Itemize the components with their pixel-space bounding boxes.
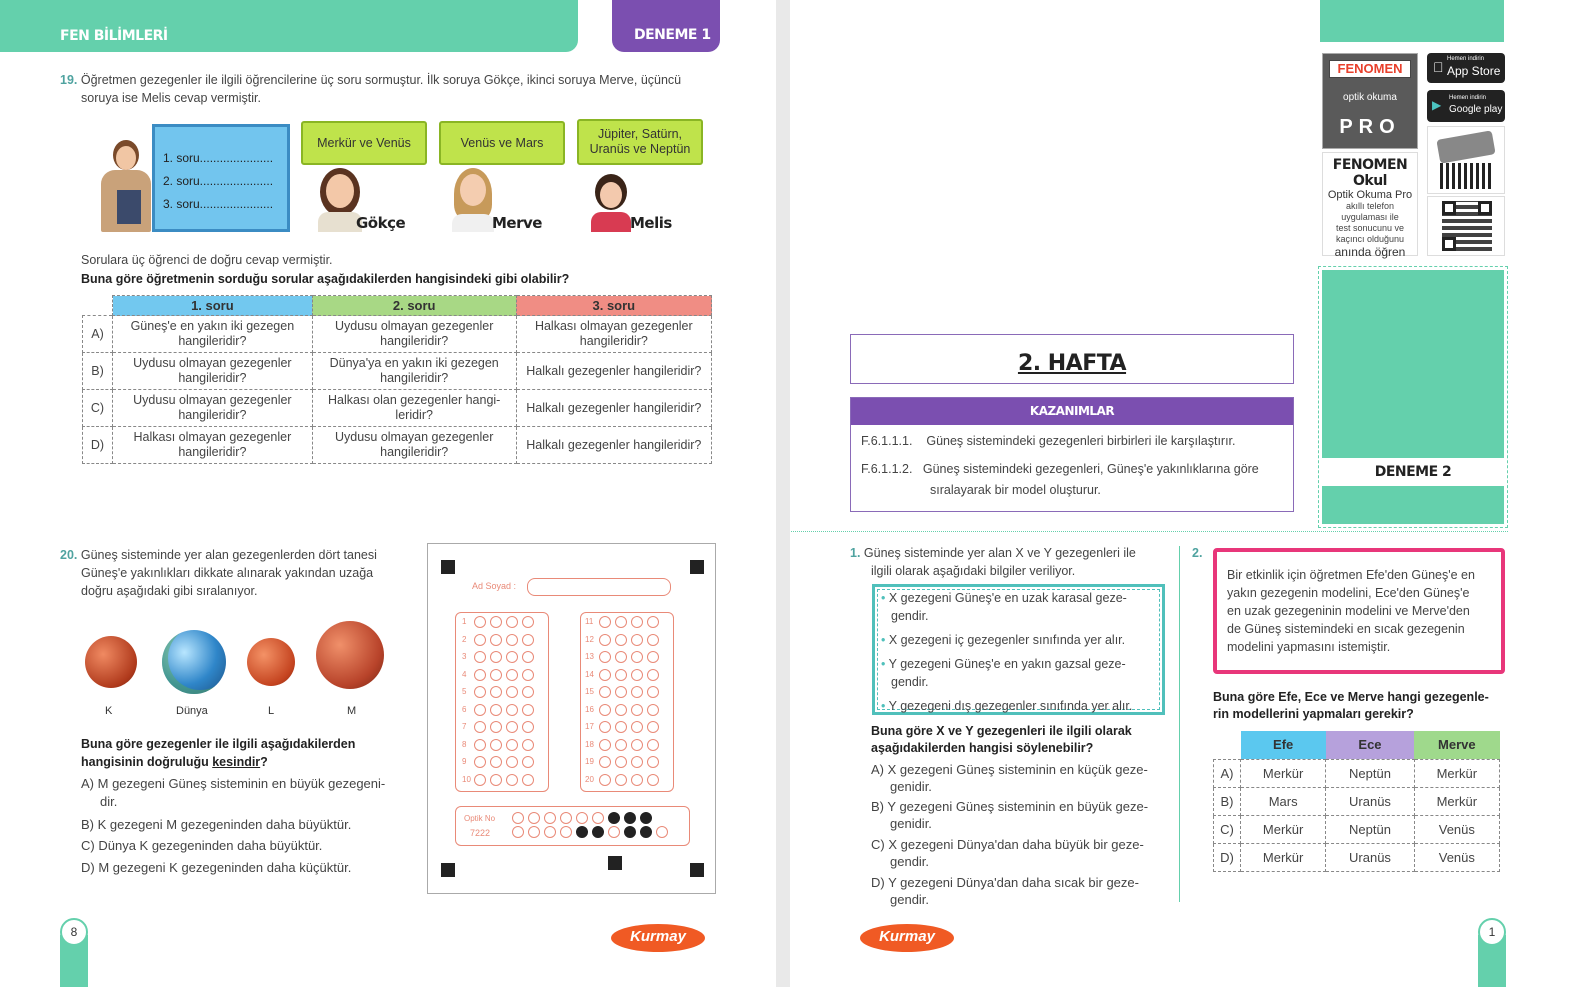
sheet-name-field [527, 578, 671, 596]
q20-option-b [81, 816, 351, 834]
option-label: D) [1214, 843, 1241, 871]
table-cell: Uydusu olmayan gezegenler hangileridir? [312, 427, 516, 464]
q1-facts-box [872, 584, 1165, 715]
q1-line1: Güneş sisteminde yer alan X ve Y gezegenleri ile [863, 546, 1136, 560]
q19-line2: soruya ise Melis cevap vermiştir. [81, 91, 261, 105]
deneme-panel [1318, 266, 1508, 528]
sheet-name-label: Ad Soyad : [472, 581, 517, 591]
option-text-cont: gendir. [890, 892, 930, 907]
option-label: D) [871, 875, 885, 890]
fenomen-desc-4: kaçıncı olduğunu [1335, 234, 1405, 244]
kazanim-box [850, 397, 1294, 512]
option-text: M gezegeni Güneş sisteminin en büyük gezegeni- [97, 776, 386, 791]
fact-text: X gezegeni iç gezegenler sınıfında yer alır. [888, 633, 1126, 647]
q2-number: 2. [1192, 546, 1203, 560]
q19-options-table [82, 295, 712, 464]
kazanim-title: KAZANIMLAR [1029, 404, 1115, 418]
option-text-cont: genidir. [890, 816, 932, 831]
page-number: 1 [1478, 918, 1506, 946]
q2-header-merve: Merve [1414, 731, 1499, 759]
planet-l-label: L [268, 705, 275, 717]
option-label: C) [81, 838, 95, 853]
q1-fact-4: • Y gezegeni dış gezegenler sınıfında yer alır. [881, 699, 1133, 713]
column-divider [1179, 546, 1180, 902]
q19-header-1: 1. soru [113, 296, 313, 316]
option-label: B) [1214, 787, 1241, 815]
teacher-figure [95, 140, 157, 232]
page-number: 8 [60, 918, 88, 946]
q20-option-a [81, 775, 385, 811]
deneme-2-label [1322, 458, 1504, 484]
fenomen-desc-1: akıllı telefon [1345, 201, 1395, 211]
board-line-1: 1. soru...................... [163, 151, 274, 165]
option-label: B) [871, 799, 884, 814]
sheet-answers-right: 11 12 13 14 15 16 17 18 19 20 [580, 612, 674, 792]
q1-text [850, 544, 1170, 580]
table-cell: Uydusu olmayan gezegenler hangileridir? [113, 353, 313, 390]
option-label: C) [871, 837, 885, 852]
q19-header-2: 2. soru [312, 296, 516, 316]
planet-k-icon [85, 636, 137, 688]
q1-option-b [871, 798, 1148, 832]
q2-box-line1: Bir etkinlik için öğretmen Efe'den Güneş'e en [1227, 568, 1475, 582]
q1-line2: ilgili olarak aşağıdaki bilgiler veriliyor. [871, 564, 1076, 578]
app-store-button[interactable] [1427, 53, 1505, 83]
q20-question-emphasis: kesindir [212, 755, 261, 769]
q20-question-line2a: hangisinin doğruluğu [81, 755, 213, 769]
table-cell: Halkalı gezegenler hangileridir? [516, 390, 711, 427]
right-page [790, 0, 1586, 987]
fenomen-title: FENOMEN Okul [1332, 157, 1408, 189]
board-lines [163, 147, 273, 216]
kazanim-2 [861, 459, 1259, 501]
q2-header-ece: Ece [1326, 731, 1414, 759]
fenomen-last: anında öğren [1334, 245, 1406, 259]
planet-earth-icon [162, 630, 226, 694]
table-cell: Halkalı gezegenler hangileridir? [516, 427, 711, 464]
deneme-tab-label: DENEME 1 [634, 27, 711, 43]
option-label: A) [83, 316, 113, 353]
q1-option-c [871, 836, 1144, 870]
play-icon: ▶ [1432, 98, 1442, 112]
google-play-label: Google play [1449, 104, 1503, 115]
kazanim-1 [861, 432, 1236, 450]
corner-mark [690, 863, 704, 877]
table-cell: Merkür [1414, 759, 1499, 787]
section-divider [790, 531, 1508, 532]
table-cell: Halkası olan gezegenler hangi-leridir? [312, 390, 516, 427]
board-line-2: 2. soru...................... [163, 174, 274, 188]
fenomen-title2: Optik Okuma Pro [1327, 189, 1413, 201]
optik-no-bubbles [512, 811, 672, 839]
q1-fact-3: • Y gezegeni Güneş'e en yakın gazsal geze- gendir. [881, 657, 1126, 689]
q19-header-3: 3. soru [516, 296, 711, 316]
option-label: A) [871, 762, 884, 777]
optik-no-value: 7222 [470, 828, 491, 838]
option-text: Y gezegeni Dünya'dan daha sıcak bir geze- [888, 875, 1139, 890]
option-label: C) [83, 390, 113, 427]
optical-answer-sheet [427, 543, 716, 894]
q19-text [60, 71, 730, 107]
q20-question-line1: Buna göre gezegenler ile ilgili aşağıdakilerden [81, 737, 356, 751]
option-label: B) [83, 353, 113, 390]
board-line-3: 3. soru...................... [163, 197, 274, 211]
optik-no-label: Optik No [464, 814, 496, 823]
table-cell: Uranüs [1326, 843, 1414, 871]
bubble-gokce: Merkür ve Venüs [301, 121, 427, 165]
deneme-panel-bottom [1322, 486, 1504, 524]
app-store-small: Hemen indirin [1447, 56, 1485, 62]
fenomen-pro-logo [1322, 53, 1418, 149]
fenomen-desc-3: test sonucunu ve [1335, 223, 1405, 233]
q2-header-efe: Efe [1241, 731, 1326, 759]
q1-question-line1: Buna göre X ve Y gezegenleri ile ilgili olarak [871, 724, 1132, 738]
q19-after: Sorulara üç öğrenci de doğru cevap vermiştir. [81, 253, 333, 267]
fenomen-brand: FENOMEN [1329, 60, 1411, 78]
q2-box-line4: de Güneş sistemindeki en sıcak gezegenin [1227, 622, 1465, 636]
q20-line3: doğru aşağıdaki gibi sıralanıyor. [81, 584, 258, 598]
qr-code-icon[interactable] [1427, 196, 1505, 256]
table-row [83, 353, 712, 390]
table-cell: Halkalı gezegenler hangileridir? [516, 353, 711, 390]
q2-question [1213, 689, 1489, 723]
q20-question [81, 735, 401, 771]
option-label: A) [1214, 759, 1241, 787]
planet-k-label: K [105, 705, 113, 717]
deneme-tab [612, 0, 720, 52]
q2-question-line1: Buna göre Efe, Ece ve Merve hangi gezegenle- [1213, 690, 1489, 704]
week-title-box [850, 334, 1294, 384]
corner-mark [608, 856, 622, 870]
q2-options-table [1213, 731, 1500, 872]
table-cell: Halkası olmayan gezegenler hangileridir? [113, 427, 313, 464]
app-store-label: App Store [1447, 64, 1501, 78]
q19-line1: Öğretmen gezegenler ile ilgili öğrencilerine üç soru sormuştur. İlk soruya Gökçe, ikinci soruya Merve, üçüncü [80, 73, 682, 87]
planet-m-icon [316, 621, 384, 689]
kazanim-code: F.6.1.1.1. [861, 434, 913, 448]
q2-box-line5: modelini yapmasını istemiştir. [1227, 640, 1391, 654]
kazanim-header [851, 398, 1293, 425]
apple-icon [1433, 59, 1444, 75]
option-text: Y gezegeni Güneş sisteminin en büyük geze- [887, 799, 1149, 814]
table-cell: Güneş'e en yakın iki gezegen hangileridir? [113, 316, 313, 353]
q1-question [871, 723, 1132, 757]
option-label: D) [81, 860, 95, 875]
option-text: X gezegeni Dünya'dan daha büyük bir geze- [888, 837, 1144, 852]
corner-mark [690, 560, 704, 574]
fenomen-pro: PRO [1339, 116, 1401, 138]
option-text: Dünya K gezegeninden daha büyüktür. [98, 838, 323, 853]
corner-mark [441, 863, 455, 877]
phone-image [1427, 126, 1505, 194]
deneme-panel-fill [1322, 270, 1504, 458]
top-right-band [1320, 0, 1504, 42]
publisher-logo: Kurmay [611, 924, 705, 952]
fact-text: Y gezegeni dış gezegenler sınıfında yer alır. [888, 699, 1133, 713]
table-cell: Merkür [1414, 787, 1499, 815]
option-label: D) [83, 427, 113, 464]
q20-option-d [81, 859, 351, 877]
fact-text-cont: gendir. [891, 675, 929, 689]
table-cell: Neptün [1326, 815, 1414, 843]
fenomen-sub: optik okuma [1343, 92, 1397, 103]
table-cell: Uydusu olmayan gezegenler hangileridir? [113, 390, 313, 427]
option-label: A) [81, 776, 94, 791]
subject-title: FEN BİLİMLERİ [60, 28, 168, 44]
planet-l-icon [247, 638, 295, 686]
q2-box-line3: en uzak gezegeninin modelini ve Merve'den [1227, 604, 1470, 618]
planet-m-label: M [347, 705, 357, 717]
option-text-cont: genidir. [890, 779, 932, 794]
bubble-melis: Jüpiter, Satürn, Uranüs ve Neptün [577, 119, 703, 165]
sheet-optik-no-box [455, 806, 690, 846]
q1-fact-1: • X gezegeni Güneş'e en uzak karasal geze- gendir. [881, 591, 1127, 623]
q20-line1: Güneş sisteminde yer alan gezegenlerden dört tanesi [80, 548, 377, 562]
google-play-button[interactable] [1427, 90, 1505, 122]
student-melis-name: Melis [630, 214, 672, 232]
table-cell: Uranüs [1326, 787, 1414, 815]
table-row [1214, 787, 1500, 815]
deneme-2-text: DENEME 2 [1374, 464, 1452, 480]
fact-text-cont: gendir. [891, 609, 929, 623]
fact-text: Y gezegeni Güneş'e en yakın gazsal geze- [888, 657, 1126, 671]
google-play-small: Hemen indirin [1449, 95, 1487, 101]
kazanim-text-cont: sıralayarak bir model oluşturur. [930, 483, 1101, 497]
table-cell: Mars [1241, 787, 1326, 815]
table-row [83, 427, 712, 464]
table-cell: Venüs [1414, 843, 1499, 871]
table-row [83, 390, 712, 427]
q20-line2: Güneş'e yakınlıkları dikkate alınarak yakından uzağa [81, 566, 374, 580]
table-cell: Dünya'ya en yakın iki gezegen hangileridir? [312, 353, 516, 390]
kazanim-text: Güneş sistemindeki gezegenleri, Güneş'e yakınlıklarına göre [922, 462, 1259, 476]
q1-option-d [871, 874, 1139, 908]
kazanim-text: Güneş sistemindeki gezegenleri birbirleri ile karşılaştırır. [926, 434, 1236, 448]
option-label: B) [81, 817, 94, 832]
option-text-cont: gendir. [890, 854, 930, 869]
q20-option-c [81, 837, 322, 855]
q1-fact-2: • X gezegeni iç gezegenler sınıfında yer alır. [881, 633, 1126, 647]
q2-question-line2: rin modellerini yapmaları gerekir? [1213, 707, 1414, 721]
q20-text [60, 546, 405, 600]
option-text: M gezegeni K gezegeninden daha küçüktür. [98, 860, 352, 875]
table-row [1214, 815, 1500, 843]
q20-number: 20. [60, 548, 78, 562]
student-merve-figure [452, 168, 494, 232]
student-melis-figure [591, 174, 631, 232]
q19-number: 19. [60, 73, 78, 87]
fenomen-desc-2: uygulaması ile [1341, 212, 1399, 222]
planet-earth-label: Dünya [176, 705, 208, 717]
subject-header-bar [0, 0, 578, 52]
week-title: 2. HAFTA [1017, 351, 1127, 376]
left-page [0, 0, 776, 987]
corner-mark [441, 560, 455, 574]
table-row [1214, 759, 1500, 787]
option-text: X gezegeni Güneş sisteminin en küçük geze- [887, 762, 1148, 777]
table-cell: Merkür [1241, 843, 1326, 871]
option-label: C) [1214, 815, 1241, 843]
table-cell: Merkür [1241, 815, 1326, 843]
q20-question-mark: ? [260, 755, 268, 769]
table-cell: Merkür [1241, 759, 1326, 787]
fact-text: X gezegeni Güneş'e en uzak karasal geze- [888, 591, 1127, 605]
chalkboard [152, 124, 290, 232]
fenomen-info-panel [1322, 152, 1418, 259]
table-row [1214, 843, 1500, 871]
student-gokce-name: Gökçe [356, 214, 406, 232]
q1-option-a [871, 761, 1148, 795]
sheet-answers-left: 1 2 3 4 5 6 7 8 9 10 [455, 612, 549, 792]
q1-number: 1. [850, 546, 861, 560]
kazanim-code: F.6.1.1.2. [861, 462, 913, 476]
q19-question: Buna göre öğretmenin sorduğu sorular aşağıdakilerden hangisindeki gibi olabilir? [81, 272, 570, 286]
option-text: K gezegeni M gezegeninden daha büyüktür. [97, 817, 352, 832]
table-cell: Neptün [1326, 759, 1414, 787]
q2-box-line2: yakın gezegenin modelini, Ece'den Güneş'e [1227, 586, 1470, 600]
table-row [83, 316, 712, 353]
option-text-cont: dir. [100, 794, 118, 809]
bubble-merve: Venüs ve Mars [439, 121, 565, 165]
table-cell: Venüs [1414, 815, 1499, 843]
q1-question-line2: aşağıdakilerden hangisi söylenebilir? [871, 741, 1094, 755]
publisher-logo: Kurmay [860, 924, 954, 952]
q2-context-box [1213, 548, 1505, 674]
table-cell: Uydusu olmayan gezegenler hangileridir? [312, 316, 516, 353]
student-merve-name: Merve [492, 214, 542, 232]
table-cell: Halkası olmayan gezegenler hangileridir? [516, 316, 711, 353]
